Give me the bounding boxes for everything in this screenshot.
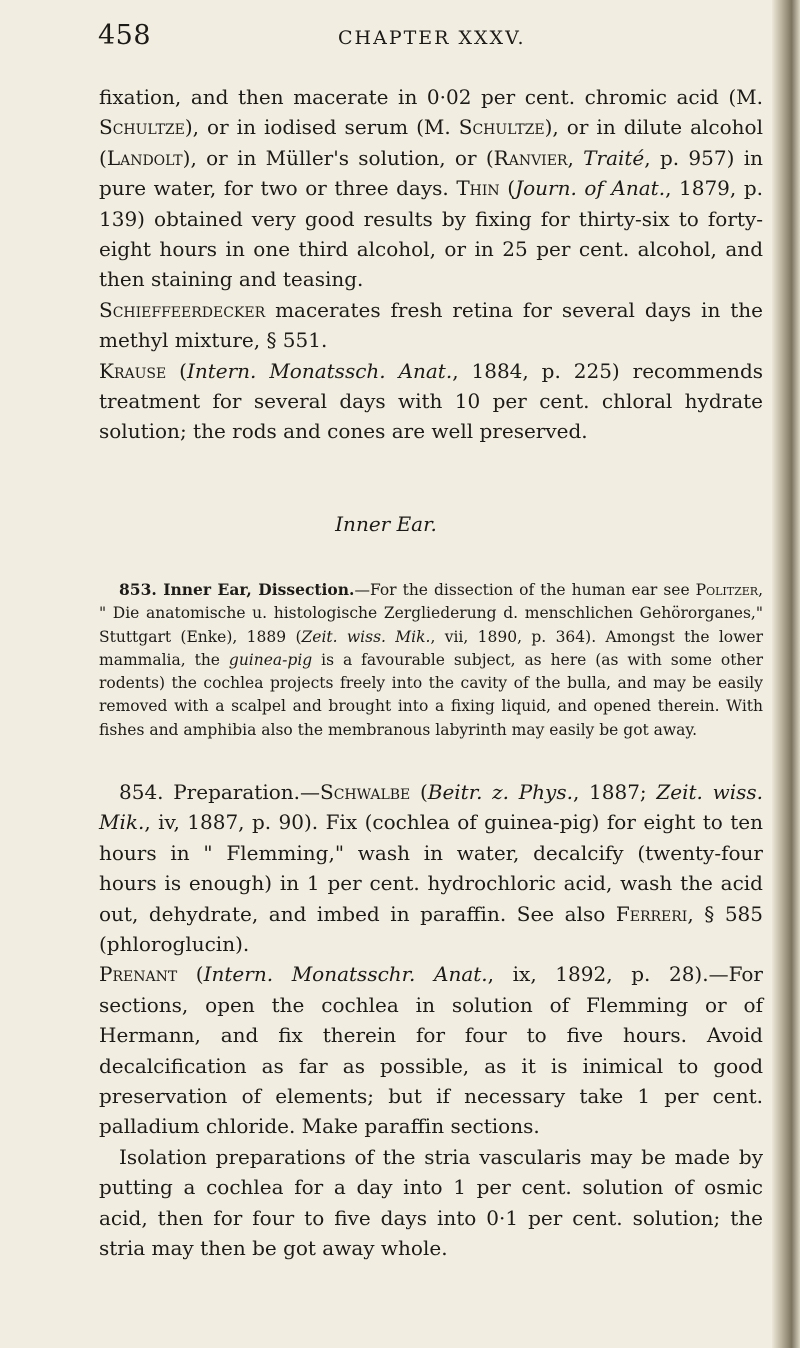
author-schultze: Schultze bbox=[99, 115, 185, 140]
running-title: CHAPTER XXXV. bbox=[338, 27, 526, 49]
page-number: 458 bbox=[98, 20, 152, 51]
author-landolt: Landolt bbox=[106, 145, 183, 170]
ref-intern-monatssch: Intern. Monatssch. Anat. bbox=[186, 358, 453, 383]
paragraph-krause: Krause (Intern. Monatssch. Anat., 1884, p. 225) recommends treatment for several days with 10 per cent. chloral hydrate solution; the rods and cones are well preserved. bbox=[99, 358, 764, 444]
ref-beitr-phys: Beitr. z. Phys. bbox=[427, 780, 573, 804]
author-ferreri: Ferreri bbox=[615, 901, 688, 926]
ref-intern-monatsschr: Intern. Monatsschr. Anat. bbox=[203, 962, 488, 987]
section-heading: Inner Ear. bbox=[335, 512, 437, 536]
item-854 bbox=[99, 777, 763, 1264]
paragraph-schieffeerdecker: Schieffeerdecker macerates fresh retina for several days in the methyl mixture, § 551. bbox=[99, 297, 763, 353]
author-schultze: Schultze bbox=[458, 115, 545, 140]
paragraph-prenant: Prenant (Intern. Monatsschr. Anat., ix, 1892, p. 28).—For sections, open the cochlea in solution of Flemming or of Hermann, and fix therein for four to five hours. Avoid decalcification as far as possible, as it is inimical to good preservation of elements; but if necessary take 1 per cent. palladium chloride. Make paraffin sections. bbox=[99, 962, 763, 1139]
paragraph-isolation: Isolation preparations of the stria vascularis may be made by putting a cochlea for a day into 1 per cent. solution of osmic acid, then for four to five days into 0·1 per cent. solution; the stria may then be got away whole. bbox=[99, 1144, 763, 1261]
ref-journ-anat: Journ. of Anat. bbox=[515, 176, 666, 201]
ref-zeit-wiss-mik: Zeit. wiss. Mik. bbox=[301, 627, 431, 646]
item-853: 853. Inner Ear, Dissection.—For the dissection of the human ear see Politzer, " Die anatomische u. histologische Zergliederung d. menschlichen Gehörorganes," Stuttgart (Enke), 1889 (Zeit. wiss. Mik., vii, 1890, p. 364). Amongst the lower mammalia, the guinea-pig is a favourable subject, as here (as with some other rodents) the cochlea projects freely into the cavity of the bulla, and may be easily removed with a scalpel and brought into a fixing liquid, and opened therein. With fishes and amphibia also the membranous labyrinth may easily be got away. bbox=[99, 580, 763, 739]
item-854-label: 854. Preparation. bbox=[119, 780, 301, 804]
term-guinea-pig: guinea-pig bbox=[228, 650, 313, 669]
author-schwalbe: Schwalbe bbox=[320, 780, 411, 804]
author-schieffeerdecker: Schieffeerdecker bbox=[99, 297, 266, 322]
author-krause: Krause bbox=[99, 358, 167, 383]
item-853-label: 853. Inner Ear, Dissection. bbox=[119, 580, 355, 599]
item-854-paragraph: 854. Preparation.—Schwalbe (Beitr. z. Phys., 1887; Zeit. wiss. Mik., iv, 1887, p. 90). Fix (cochlea of guinea-pig) for eight to ten hours in " Flemming," wash in water, decalcify (twenty-four hours is enough) in 1 per cent. hydrochloric acid, wash the acid out, dehydrate, and imbed in paraffin. See also Ferreri, § 585 (phloroglucin). bbox=[99, 780, 763, 957]
page-edge bbox=[772, 0, 800, 1348]
author-ranvier: Ranvier bbox=[493, 145, 568, 170]
paragraph-fixation: fixation, and then macerate in 0·02 per cent. chromic acid (M. Schultze), or in iodised serum (M. Schultze), or in dilute alcohol (Landolt), or in Müller's solution, or (Ranvier, Traité, p. 957) in pure water, for two or three days. Thin (Journ. of Anat., 1879, p. 139) obtained very good results by fixing for thirty-six to forty-eight hours in one third alcohol, or in 25 per cent. alcohol, and then staining and teasing. bbox=[99, 85, 764, 292]
ref-zeit-wiss-mik: Zeit. wiss. Mik. bbox=[99, 780, 763, 835]
author-thin: Thin bbox=[456, 176, 500, 201]
author-prenant: Prenant bbox=[99, 962, 178, 987]
ref-traite: Traité bbox=[583, 145, 645, 170]
intro-paragraphs bbox=[99, 82, 763, 447]
author-politzer: Politzer bbox=[695, 581, 759, 599]
